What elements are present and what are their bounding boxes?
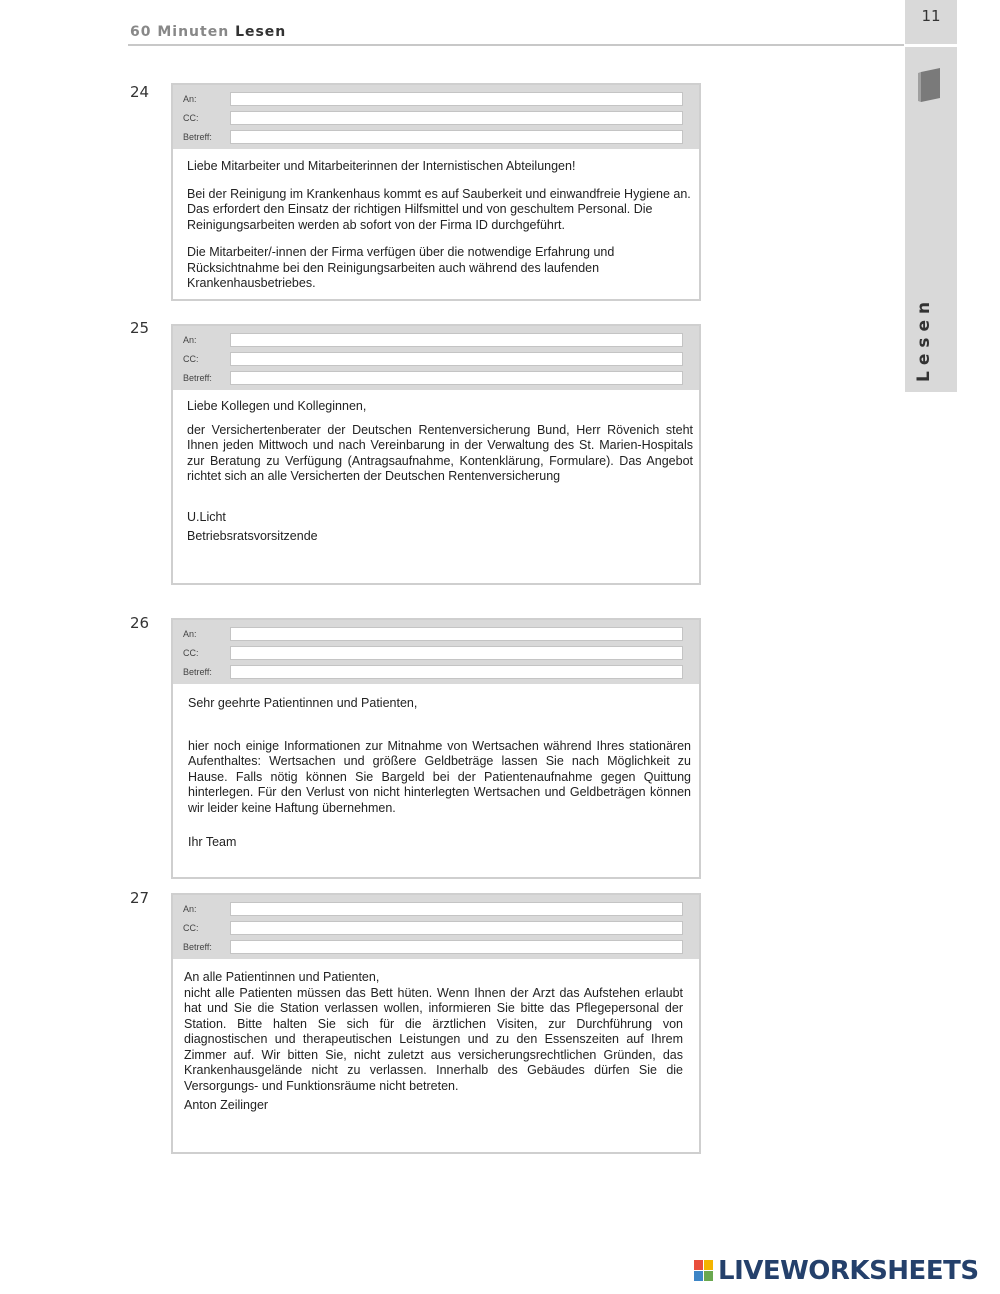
subject-field[interactable] [230,371,683,385]
email-greeting: Sehr geehrte Patientinnen und Patienten, [188,696,418,710]
book-icon [918,68,942,102]
subject-label: Betreff: [183,373,212,383]
email-paragraph: der Versichertenberater der Deutschen Rentenversicherung Bund, Herr Rövenich steht Ihnen jeden Mittwoch und nach Vereinbarung in der Verwaltung des St. Marien-Hospitals zur Beratung zu Verfügung (Antragsaufnahme, Kontenklärung, Formulare). Das Angebot richtet sich an alle Versicherten der Deutschen Rentenversicherung [187,422,693,483]
email-body [173,684,699,851]
cc-field[interactable] [230,646,683,660]
email-greeting: Liebe Kollegen und Kolleginnen, [187,399,367,413]
page-number: 11 [921,7,941,25]
email-paragraph: hier noch einige Informationen zur Mitnahme von Wertsachen während Ihres stationären Aufenthaltes: Wertsachen und größere Geldbeträge lassen Sie nach Möglichkeit zu Hause. Falls nötig können Sie Bargeld bei der Patientenaufnahme gegen Quittung hinterlegen. Für den Verlust von nicht hinterlegten Wertsachen und Geldbeträgen können wir leider keine Haftung übernehmen. [188,738,691,815]
to-field[interactable] [230,92,683,106]
task-number: 25 [130,319,150,337]
to-label: An: [183,629,197,639]
email-header [173,85,699,149]
subject-label: Betreff: [183,942,212,952]
side-tab-divider [905,44,957,47]
liveworksheets-logo[interactable] [694,1256,979,1286]
cc-field[interactable] [230,921,683,935]
email-signature-name: Anton Zeilinger [184,1098,269,1112]
to-label: An: [183,335,197,345]
email-greeting: An alle Patientinnen und Patienten, [184,970,380,984]
email-header [173,895,699,959]
email-greeting: Liebe Mitarbeiter und Mitarbeiterinnen der Internistischen Abteilungen! [187,159,576,173]
task-number: 26 [130,614,150,632]
cc-label: CC: [183,113,199,123]
email-signature-name: Ihr Team [188,835,237,849]
page-header [130,24,286,40]
email-signature-name: U.Licht [187,509,226,524]
subject-field[interactable] [230,940,683,954]
subject-label: Betreff: [183,667,212,677]
to-field[interactable] [230,333,683,347]
to-label: An: [183,94,197,104]
subject-field[interactable] [230,130,683,144]
liveworksheets-wordmark: LIVEWORKSHEETS [718,1256,979,1286]
header-divider [128,44,904,46]
cc-label: CC: [183,923,199,933]
to-label: An: [183,904,197,914]
cc-label: CC: [183,648,199,658]
to-field[interactable] [230,902,683,916]
email-body [173,390,699,545]
liveworksheets-mark-icon [694,1260,714,1282]
cc-field[interactable] [230,352,683,366]
email-paragraph: nicht alle Patienten müssen das Bett hüten. Wenn Ihnen der Arzt das Aufstehen erlaubt hat und Sie die Station verlassen wollen, informieren Sie bitte das Pflegepersonal der Station. Bitte halten Sie sich für die ärztlichen Visiten, zur Durchführung von diagnostischen und therapeutischen Leistungen und zu den Essenszeiten auf Ihrem Zimmer auf. Wir bitten Sie, nicht zuletzt aus versicherungsrechtlichen Gründen, das Krankenhausgelände nicht zu verlassen. Innerhalb des Gebäudes dürfen Sie die Versorgungs- und Funktionsräume nicht betreten. [184,985,683,1093]
cc-label: CC: [183,354,199,364]
book-title: 60 Minuten [130,24,230,40]
subject-field[interactable] [230,665,683,679]
to-field[interactable] [230,627,683,641]
side-tab-label: Lesen [914,295,934,382]
email-paragraph: Die Mitarbeiter/-innen der Firma verfügen über die notwendige Erfahrung und Rücksichtnahme bei den Reinigungsarbeiten auch während des laufenden Krankenhausbetriebes. [187,245,615,290]
email-body [173,149,699,292]
cc-field[interactable] [230,111,683,125]
email-card [171,83,701,301]
email-header [173,326,699,390]
section-title: Lesen [235,24,287,40]
task-number: 24 [130,83,150,101]
email-paragraph: Bei der Reinigung im Krankenhaus kommt es auf Sauberkeit und einwandfreie Hygiene an. Das erfordert den Einsatz der richtigen Hilfsmittel und von geschultem Personal. Die Reinigungsarbeiten werden ab sofort von der Firma ID durchgeführt. [187,186,691,232]
email-body [173,959,699,1114]
subject-label: Betreff: [183,132,212,142]
email-header [173,620,699,684]
task-number: 27 [130,889,150,907]
email-card [171,324,701,585]
email-card [171,618,701,879]
email-signature-role: Betriebsratsvorsitzende [187,529,318,543]
email-card [171,893,701,1154]
